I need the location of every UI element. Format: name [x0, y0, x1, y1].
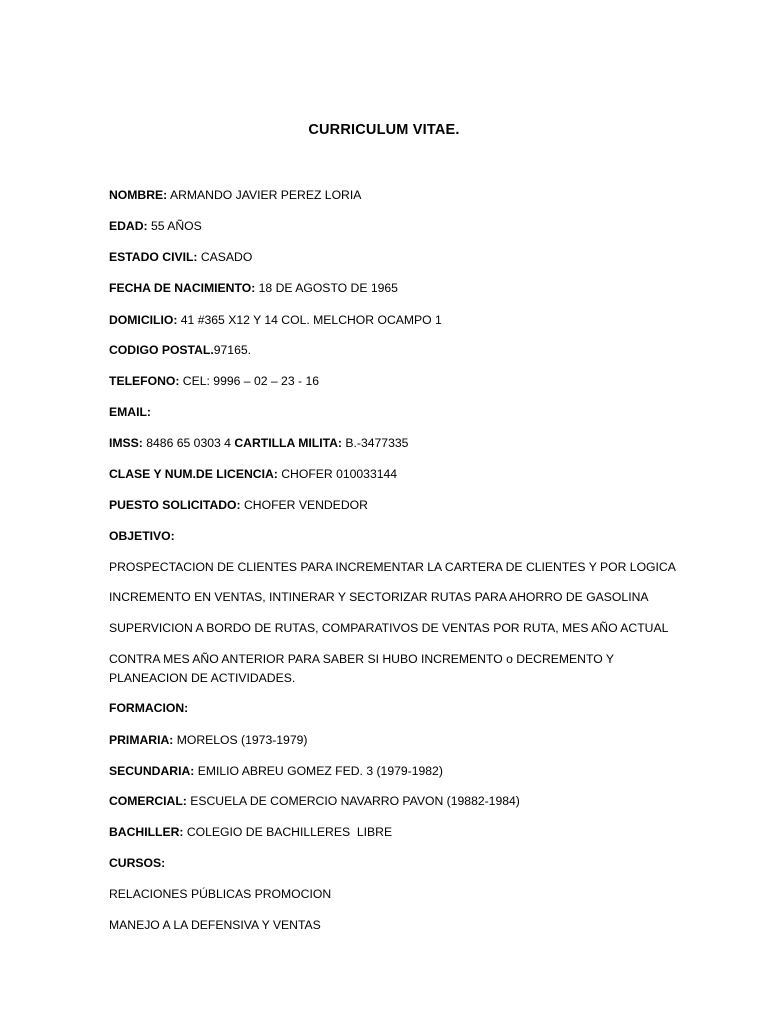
field-label: ESTADO CIVIL: — [109, 250, 198, 264]
field-primaria — [109, 731, 669, 750]
curso-item: MANEJO A LA DEFENSIVA Y VENTAS — [109, 918, 321, 932]
field-email — [109, 403, 669, 422]
field-label: TELEFONO: — [109, 374, 180, 388]
field-label: EMAIL: — [109, 405, 151, 419]
field-value: 55 AÑOS — [147, 219, 202, 233]
field-label: BACHILLER: — [109, 825, 184, 839]
objetivo-line: PROSPECTACION DE CLIENTES PARA INCREMENTAR LA CARTERA DE CLIENTES Y POR LOGICA — [109, 560, 676, 574]
field-nombre — [109, 186, 669, 205]
objetivo-line: CONTRA MES AÑO ANTERIOR PARA SABER SI HUBO INCREMENTO o DECREMENTO Y — [109, 652, 614, 666]
field-value: 97165. — [213, 343, 252, 357]
field-telefono — [109, 372, 669, 391]
field-value: ARMANDO JAVIER PEREZ LORIA — [167, 188, 362, 202]
field-secundaria — [109, 762, 669, 781]
field-value: MORELOS (1973-1979) — [173, 733, 308, 747]
field-label: COMERCIAL: — [109, 794, 187, 808]
field-label: PRIMARIA: — [109, 733, 174, 747]
field-value: 8486 65 0303 4 — [142, 436, 235, 450]
field-value: CHOFER VENDEDOR — [240, 498, 368, 512]
field-value: ESCUELA DE COMERCIO NAVARRO PAVON (19882-1984) — [186, 794, 520, 808]
field-codigo-postal — [109, 341, 669, 360]
objetivo-line: PLANEACION DE ACTIVIDADES. — [109, 671, 296, 685]
field-value: EMILIO ABREU GOMEZ FED. 3 (1979-1982) — [194, 764, 443, 778]
field-label: PUESTO SOLICITADO: — [109, 498, 241, 512]
field-imss-cartilla — [109, 434, 669, 453]
field-label: CARTILLA MILITA: — [234, 436, 342, 450]
field-puesto — [109, 496, 669, 515]
field-label: DOMICILIO: — [109, 313, 178, 327]
field-bachiller — [109, 823, 669, 842]
field-value: B.-3477335 — [342, 436, 409, 450]
section-heading-objetivo: OBJETIVO: — [109, 529, 175, 543]
field-comercial — [109, 792, 669, 811]
section-heading-formacion: FORMACION: — [109, 701, 189, 715]
field-value: 18 DE AGOSTO DE 1965 — [255, 281, 398, 295]
field-value: 41 #365 X12 Y 14 COL. MELCHOR OCAMPO 1 — [177, 313, 442, 327]
field-value: CHOFER 010033144 — [277, 467, 398, 481]
field-estado-civil — [109, 248, 669, 267]
objetivo-line: INCREMENTO EN VENTAS, INTINERAR Y SECTORIZAR RUTAS PARA AHORRO DE GASOLINA — [109, 590, 649, 604]
field-label: FECHA DE NACIMIENTO: — [109, 281, 256, 295]
field-value: CEL: 9996 – 02 – 23 - 16 — [179, 374, 320, 388]
field-label: NOMBRE: — [109, 188, 168, 202]
field-value: CASADO — [197, 250, 253, 264]
page-title: CURRICULUM VITAE. — [308, 122, 460, 138]
field-value: COLEGIO DE BACHILLERES LIBRE — [183, 825, 393, 839]
section-heading-cursos: CURSOS: — [109, 856, 166, 870]
field-licencia — [109, 465, 669, 484]
field-domicilio — [109, 311, 669, 330]
field-edad — [109, 217, 669, 236]
field-label: CODIGO POSTAL. — [109, 343, 214, 357]
objetivo-line: SUPERVICION A BORDO DE RUTAS, COMPARATIVOS DE VENTAS POR RUTA, MES AÑO ACTUAL — [109, 621, 669, 635]
field-label: IMSS: — [109, 436, 143, 450]
field-fecha-nacimiento — [109, 279, 669, 298]
field-label: EDAD: — [109, 219, 148, 233]
field-label: SECUNDARIA: — [109, 764, 195, 778]
curso-item: RELACIONES PÚBLICAS PROMOCION — [109, 887, 332, 901]
field-label: CLASE Y NUM.DE LICENCIA: — [109, 467, 278, 481]
